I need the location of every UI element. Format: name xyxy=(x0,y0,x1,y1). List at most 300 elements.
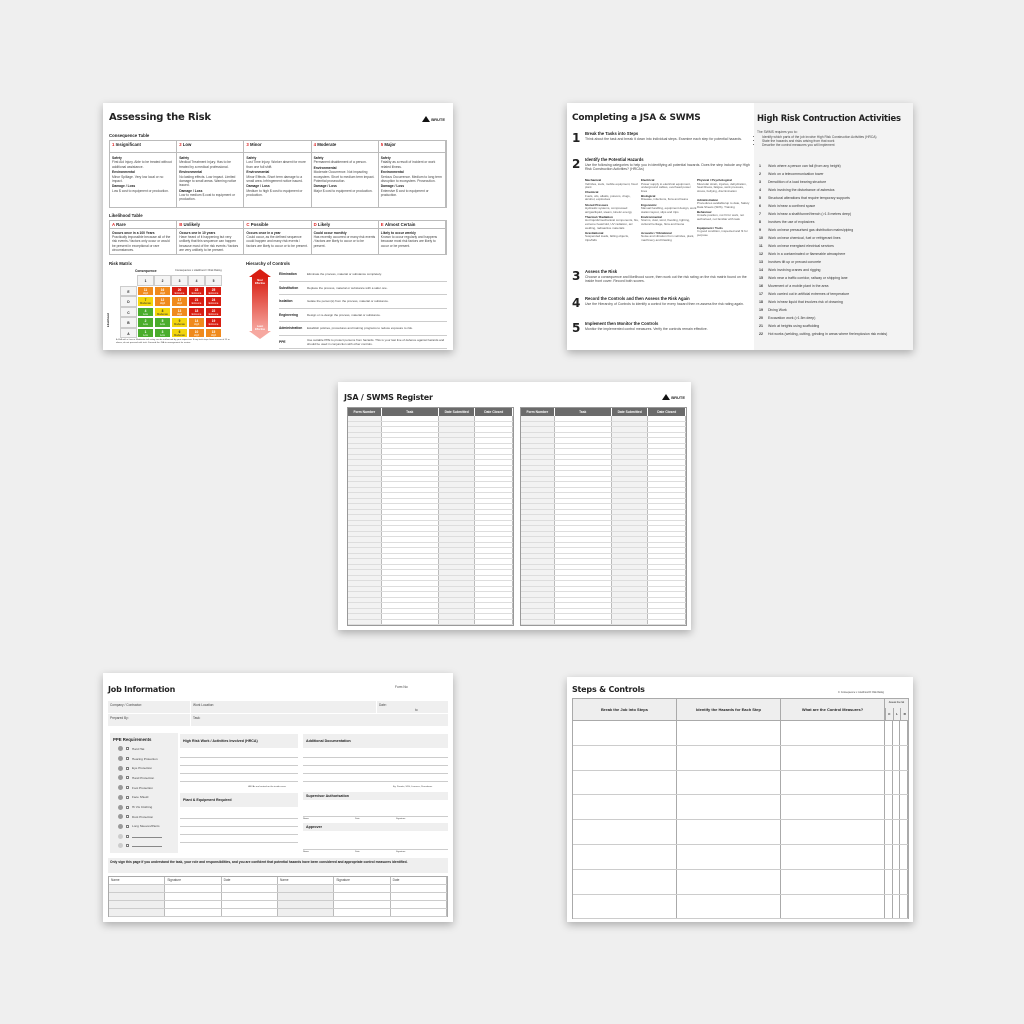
sign-cell[interactable] xyxy=(391,901,447,908)
register-cell[interactable] xyxy=(475,537,513,542)
register-cell[interactable] xyxy=(475,554,513,559)
ppe-checkbox[interactable] xyxy=(126,806,129,809)
register-cell[interactable] xyxy=(612,548,649,553)
crl-cell[interactable] xyxy=(893,795,901,819)
register-cell[interactable] xyxy=(439,438,476,443)
steps-cell[interactable] xyxy=(573,845,677,869)
sign-cell[interactable] xyxy=(109,885,165,892)
register-cell[interactable] xyxy=(382,554,439,559)
register-cell[interactable] xyxy=(382,614,439,619)
register-cell[interactable] xyxy=(348,587,382,592)
steps-cell[interactable] xyxy=(573,795,677,819)
register-cell[interactable] xyxy=(475,444,513,449)
register-cell[interactable] xyxy=(348,499,382,504)
register-cell[interactable] xyxy=(439,576,476,581)
ppe-item[interactable] xyxy=(118,793,148,803)
register-cell[interactable] xyxy=(439,598,476,603)
sign-cell[interactable] xyxy=(334,893,390,900)
register-cell[interactable] xyxy=(648,609,686,614)
steps-cell[interactable] xyxy=(573,895,677,919)
crl-cell[interactable] xyxy=(900,771,908,795)
register-cell[interactable] xyxy=(521,526,555,531)
register-cell[interactable] xyxy=(521,460,555,465)
sign-cell[interactable] xyxy=(109,901,165,908)
register-cell[interactable] xyxy=(612,438,649,443)
sign-cell[interactable] xyxy=(334,909,390,916)
register-cell[interactable] xyxy=(348,581,382,586)
crl-cell[interactable] xyxy=(885,771,893,795)
register-cell[interactable] xyxy=(521,521,555,526)
register-cell[interactable] xyxy=(439,587,476,592)
register-cell[interactable] xyxy=(348,466,382,471)
register-cell[interactable] xyxy=(382,620,439,625)
register-cell[interactable] xyxy=(612,576,649,581)
register-cell[interactable] xyxy=(648,482,686,487)
register-cell[interactable] xyxy=(348,510,382,515)
register-cell[interactable] xyxy=(348,449,382,454)
crl-cell[interactable] xyxy=(893,771,901,795)
crl-cell[interactable] xyxy=(900,845,908,869)
register-cell[interactable] xyxy=(555,570,612,575)
register-cell[interactable] xyxy=(439,449,476,454)
register-cell[interactable] xyxy=(612,482,649,487)
sign-cell[interactable] xyxy=(109,909,165,916)
register-cell[interactable] xyxy=(475,433,513,438)
register-cell[interactable] xyxy=(555,526,612,531)
register-cell[interactable] xyxy=(382,515,439,520)
sign-cell[interactable] xyxy=(391,893,447,900)
register-cell[interactable] xyxy=(475,532,513,537)
steps-cell[interactable] xyxy=(677,771,781,795)
register-cell[interactable] xyxy=(555,592,612,597)
register-cell[interactable] xyxy=(475,603,513,608)
crl-cell[interactable] xyxy=(893,721,901,745)
prepared-by-field[interactable]: Prepared By: xyxy=(110,716,129,720)
ppe-checkbox[interactable] xyxy=(126,815,129,818)
register-cell[interactable] xyxy=(382,570,439,575)
register-cell[interactable] xyxy=(521,510,555,515)
register-cell[interactable] xyxy=(555,576,612,581)
register-cell[interactable] xyxy=(521,559,555,564)
steps-cell[interactable] xyxy=(781,820,885,844)
register-cell[interactable] xyxy=(648,587,686,592)
register-cell[interactable] xyxy=(521,455,555,460)
register-cell[interactable] xyxy=(555,449,612,454)
register-cell[interactable] xyxy=(648,427,686,432)
register-cell[interactable] xyxy=(612,488,649,493)
register-cell[interactable] xyxy=(521,543,555,548)
register-cell[interactable] xyxy=(521,576,555,581)
register-cell[interactable] xyxy=(648,543,686,548)
register-cell[interactable] xyxy=(555,422,612,427)
register-cell[interactable] xyxy=(612,543,649,548)
register-cell[interactable] xyxy=(382,438,439,443)
register-cell[interactable] xyxy=(382,581,439,586)
ppe-checkbox[interactable] xyxy=(126,747,129,750)
register-cell[interactable] xyxy=(382,482,439,487)
register-cell[interactable] xyxy=(521,449,555,454)
crl-cell[interactable] xyxy=(893,746,901,770)
register-cell[interactable] xyxy=(555,477,612,482)
register-cell[interactable] xyxy=(475,438,513,443)
register-cell[interactable] xyxy=(382,609,439,614)
register-cell[interactable] xyxy=(555,559,612,564)
register-cell[interactable] xyxy=(439,548,476,553)
register-cell[interactable] xyxy=(521,609,555,614)
register-cell[interactable] xyxy=(555,488,612,493)
register-cell[interactable] xyxy=(475,609,513,614)
register-cell[interactable] xyxy=(382,603,439,608)
register-cell[interactable] xyxy=(555,427,612,432)
register-cell[interactable] xyxy=(612,587,649,592)
steps-cell[interactable] xyxy=(573,746,677,770)
register-cell[interactable] xyxy=(475,526,513,531)
register-cell[interactable] xyxy=(475,620,513,625)
register-cell[interactable] xyxy=(475,504,513,509)
register-cell[interactable] xyxy=(475,471,513,476)
register-cell[interactable] xyxy=(555,493,612,498)
register-cell[interactable] xyxy=(475,576,513,581)
register-cell[interactable] xyxy=(439,581,476,586)
register-cell[interactable] xyxy=(521,499,555,504)
sign-cell[interactable] xyxy=(334,885,390,892)
register-cell[interactable] xyxy=(382,471,439,476)
register-cell[interactable] xyxy=(612,581,649,586)
register-cell[interactable] xyxy=(348,521,382,526)
register-cell[interactable] xyxy=(555,548,612,553)
register-cell[interactable] xyxy=(555,438,612,443)
register-cell[interactable] xyxy=(382,499,439,504)
register-cell[interactable] xyxy=(439,543,476,548)
register-cell[interactable] xyxy=(475,614,513,619)
register-cell[interactable] xyxy=(475,477,513,482)
register-cell[interactable] xyxy=(439,455,476,460)
steps-cell[interactable] xyxy=(573,721,677,745)
register-cell[interactable] xyxy=(475,455,513,460)
register-cell[interactable] xyxy=(475,488,513,493)
register-cell[interactable] xyxy=(521,603,555,608)
crl-cell[interactable] xyxy=(893,820,901,844)
steps-cell[interactable] xyxy=(781,845,885,869)
register-cell[interactable] xyxy=(475,521,513,526)
register-cell[interactable] xyxy=(555,565,612,570)
ppe-item[interactable] xyxy=(118,822,160,832)
register-cell[interactable] xyxy=(521,422,555,427)
register-cell[interactable] xyxy=(382,543,439,548)
register-cell[interactable] xyxy=(612,554,649,559)
register-cell[interactable] xyxy=(439,609,476,614)
register-cell[interactable] xyxy=(439,427,476,432)
register-cell[interactable] xyxy=(439,559,476,564)
register-cell[interactable] xyxy=(521,532,555,537)
register-cell[interactable] xyxy=(475,482,513,487)
register-cell[interactable] xyxy=(648,455,686,460)
ppe-item[interactable] xyxy=(118,783,153,793)
register-cell[interactable] xyxy=(648,504,686,509)
register-cell[interactable] xyxy=(612,422,649,427)
register-cell[interactable] xyxy=(648,581,686,586)
register-cell[interactable] xyxy=(348,515,382,520)
register-cell[interactable] xyxy=(382,598,439,603)
register-cell[interactable] xyxy=(648,620,686,625)
sign-cell[interactable] xyxy=(222,909,278,916)
register-cell[interactable] xyxy=(612,427,649,432)
register-cell[interactable] xyxy=(612,603,649,608)
register-cell[interactable] xyxy=(521,482,555,487)
crl-cell[interactable] xyxy=(893,895,901,919)
steps-cell[interactable] xyxy=(781,870,885,894)
steps-cell[interactable] xyxy=(781,895,885,919)
register-cell[interactable] xyxy=(439,422,476,427)
register-cell[interactable] xyxy=(382,433,439,438)
ppe-item[interactable] xyxy=(118,802,152,812)
register-cell[interactable] xyxy=(382,488,439,493)
ppe-item[interactable] xyxy=(118,773,154,783)
register-cell[interactable] xyxy=(612,565,649,570)
register-cell[interactable] xyxy=(382,455,439,460)
register-cell[interactable] xyxy=(382,510,439,515)
register-cell[interactable] xyxy=(555,416,612,421)
register-cell[interactable] xyxy=(648,537,686,542)
crl-cell[interactable] xyxy=(900,895,908,919)
register-cell[interactable] xyxy=(439,499,476,504)
sign-cell[interactable] xyxy=(222,885,278,892)
register-cell[interactable] xyxy=(382,427,439,432)
register-cell[interactable] xyxy=(521,504,555,509)
register-cell[interactable] xyxy=(648,570,686,575)
register-cell[interactable] xyxy=(439,482,476,487)
ppe-item[interactable] xyxy=(118,831,162,841)
register-cell[interactable] xyxy=(648,526,686,531)
register-cell[interactable] xyxy=(439,433,476,438)
sign-cell[interactable] xyxy=(278,901,334,908)
register-cell[interactable] xyxy=(475,466,513,471)
register-cell[interactable] xyxy=(612,504,649,509)
sign-cell[interactable] xyxy=(165,893,221,900)
sign-cell[interactable] xyxy=(222,901,278,908)
register-cell[interactable] xyxy=(439,515,476,520)
steps-cell[interactable] xyxy=(573,870,677,894)
register-cell[interactable] xyxy=(521,581,555,586)
register-cell[interactable] xyxy=(348,416,382,421)
register-cell[interactable] xyxy=(382,565,439,570)
register-cell[interactable] xyxy=(348,609,382,614)
register-cell[interactable] xyxy=(648,477,686,482)
register-cell[interactable] xyxy=(475,598,513,603)
register-cell[interactable] xyxy=(521,416,555,421)
register-cell[interactable] xyxy=(348,438,382,443)
register-cell[interactable] xyxy=(439,526,476,531)
register-cell[interactable] xyxy=(555,521,612,526)
steps-cell[interactable] xyxy=(677,746,781,770)
crl-cell[interactable] xyxy=(893,870,901,894)
register-cell[interactable] xyxy=(382,444,439,449)
register-cell[interactable] xyxy=(555,515,612,520)
register-cell[interactable] xyxy=(648,565,686,570)
register-cell[interactable] xyxy=(382,477,439,482)
register-cell[interactable] xyxy=(521,620,555,625)
register-cell[interactable] xyxy=(521,587,555,592)
register-cell[interactable] xyxy=(439,471,476,476)
steps-cell[interactable] xyxy=(781,771,885,795)
register-cell[interactable] xyxy=(648,515,686,520)
register-cell[interactable] xyxy=(382,449,439,454)
sign-cell[interactable] xyxy=(278,893,334,900)
steps-cell[interactable] xyxy=(677,845,781,869)
register-cell[interactable] xyxy=(648,614,686,619)
register-cell[interactable] xyxy=(382,504,439,509)
register-cell[interactable] xyxy=(612,521,649,526)
register-cell[interactable] xyxy=(475,543,513,548)
crl-cell[interactable] xyxy=(885,820,893,844)
register-cell[interactable] xyxy=(348,526,382,531)
crl-cell[interactable] xyxy=(885,721,893,745)
register-cell[interactable] xyxy=(439,466,476,471)
ppe-item[interactable] xyxy=(118,744,144,754)
register-cell[interactable] xyxy=(555,466,612,471)
register-cell[interactable] xyxy=(382,493,439,498)
register-cell[interactable] xyxy=(348,488,382,493)
register-cell[interactable] xyxy=(612,515,649,520)
crl-cell[interactable] xyxy=(885,895,893,919)
register-cell[interactable] xyxy=(521,477,555,482)
register-cell[interactable] xyxy=(648,438,686,443)
register-cell[interactable] xyxy=(475,427,513,432)
sign-cell[interactable] xyxy=(391,909,447,916)
register-cell[interactable] xyxy=(348,532,382,537)
register-cell[interactable] xyxy=(348,471,382,476)
work-location-field[interactable]: Work Location: xyxy=(193,703,215,707)
register-cell[interactable] xyxy=(521,515,555,520)
date-field[interactable]: Date: xyxy=(379,703,387,707)
register-cell[interactable] xyxy=(348,576,382,581)
register-cell[interactable] xyxy=(648,488,686,493)
ppe-item[interactable] xyxy=(118,763,152,773)
register-cell[interactable] xyxy=(521,548,555,553)
register-cell[interactable] xyxy=(612,493,649,498)
register-cell[interactable] xyxy=(648,460,686,465)
register-cell[interactable] xyxy=(555,482,612,487)
register-cell[interactable] xyxy=(439,554,476,559)
register-cell[interactable] xyxy=(348,460,382,465)
steps-cell[interactable] xyxy=(677,795,781,819)
register-cell[interactable] xyxy=(555,581,612,586)
register-cell[interactable] xyxy=(348,570,382,575)
register-cell[interactable] xyxy=(348,559,382,564)
register-cell[interactable] xyxy=(382,537,439,542)
register-cell[interactable] xyxy=(475,565,513,570)
register-cell[interactable] xyxy=(475,510,513,515)
register-cell[interactable] xyxy=(475,422,513,427)
sign-cell[interactable] xyxy=(278,909,334,916)
register-cell[interactable] xyxy=(612,433,649,438)
register-cell[interactable] xyxy=(555,499,612,504)
register-cell[interactable] xyxy=(439,444,476,449)
register-cell[interactable] xyxy=(348,554,382,559)
sign-cell[interactable] xyxy=(165,885,221,892)
crl-cell[interactable] xyxy=(885,746,893,770)
register-cell[interactable] xyxy=(439,570,476,575)
register-cell[interactable] xyxy=(521,570,555,575)
register-cell[interactable] xyxy=(439,521,476,526)
register-cell[interactable] xyxy=(475,581,513,586)
register-cell[interactable] xyxy=(348,493,382,498)
register-cell[interactable] xyxy=(439,510,476,515)
sign-cell[interactable] xyxy=(278,885,334,892)
register-cell[interactable] xyxy=(648,422,686,427)
register-cell[interactable] xyxy=(348,455,382,460)
register-cell[interactable] xyxy=(348,620,382,625)
register-cell[interactable] xyxy=(555,455,612,460)
register-cell[interactable] xyxy=(382,587,439,592)
register-cell[interactable] xyxy=(555,620,612,625)
register-cell[interactable] xyxy=(648,521,686,526)
register-cell[interactable] xyxy=(648,471,686,476)
register-cell[interactable] xyxy=(612,559,649,564)
register-cell[interactable] xyxy=(382,460,439,465)
register-cell[interactable] xyxy=(382,422,439,427)
crl-cell[interactable] xyxy=(900,746,908,770)
register-cell[interactable] xyxy=(648,592,686,597)
ppe-item[interactable] xyxy=(118,841,162,851)
register-cell[interactable] xyxy=(382,559,439,564)
crl-cell[interactable] xyxy=(900,795,908,819)
register-cell[interactable] xyxy=(521,614,555,619)
ppe-blank-line[interactable] xyxy=(132,835,162,838)
register-cell[interactable] xyxy=(612,532,649,537)
ppe-checkbox[interactable] xyxy=(126,767,129,770)
steps-cell[interactable] xyxy=(781,746,885,770)
register-cell[interactable] xyxy=(348,598,382,603)
register-cell[interactable] xyxy=(382,576,439,581)
register-cell[interactable] xyxy=(612,471,649,476)
steps-cell[interactable] xyxy=(677,895,781,919)
register-cell[interactable] xyxy=(521,565,555,570)
register-cell[interactable] xyxy=(555,554,612,559)
register-cell[interactable] xyxy=(648,559,686,564)
register-cell[interactable] xyxy=(521,598,555,603)
register-cell[interactable] xyxy=(612,570,649,575)
register-cell[interactable] xyxy=(439,603,476,608)
register-cell[interactable] xyxy=(612,460,649,465)
register-cell[interactable] xyxy=(648,603,686,608)
crl-cell[interactable] xyxy=(900,870,908,894)
register-cell[interactable] xyxy=(555,444,612,449)
steps-cell[interactable] xyxy=(573,820,677,844)
crl-cell[interactable] xyxy=(900,820,908,844)
crl-cell[interactable] xyxy=(885,845,893,869)
register-cell[interactable] xyxy=(382,526,439,531)
register-cell[interactable] xyxy=(382,592,439,597)
steps-cell[interactable] xyxy=(781,795,885,819)
sign-cell[interactable] xyxy=(391,885,447,892)
register-cell[interactable] xyxy=(439,460,476,465)
register-cell[interactable] xyxy=(648,554,686,559)
crl-cell[interactable] xyxy=(893,845,901,869)
register-cell[interactable] xyxy=(475,449,513,454)
register-cell[interactable] xyxy=(348,603,382,608)
ppe-item[interactable] xyxy=(118,754,158,764)
register-cell[interactable] xyxy=(475,499,513,504)
register-cell[interactable] xyxy=(439,416,476,421)
register-cell[interactable] xyxy=(439,477,476,482)
register-cell[interactable] xyxy=(521,471,555,476)
sign-cell[interactable] xyxy=(109,893,165,900)
register-cell[interactable] xyxy=(439,620,476,625)
steps-cell[interactable] xyxy=(677,820,781,844)
register-cell[interactable] xyxy=(555,537,612,542)
ppe-item[interactable] xyxy=(118,812,153,822)
